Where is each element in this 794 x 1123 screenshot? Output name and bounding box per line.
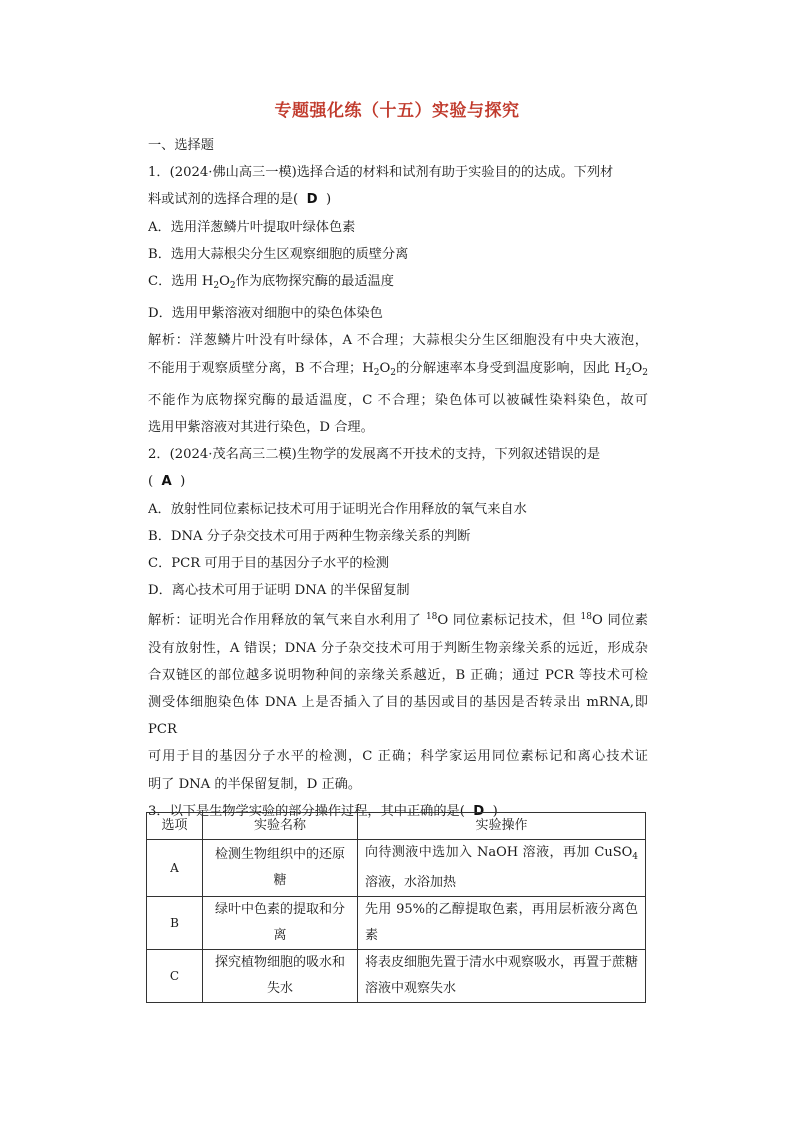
q2-option-d: D．离心技术可用于证明 DNA 的半保留复制 <box>148 583 410 599</box>
row-experiment-name: 绿叶中色素的提取和分离 <box>203 897 358 950</box>
table-row <box>147 950 646 1003</box>
q1-option-d: D．选用甲紫溶液对细胞中的染色体染色 <box>148 306 383 322</box>
q1-explanation-line2: 不能用于观察质壁分离，B 不合理；$H_2O_2$的分解速率本身受到温度影响，因此 $H_2O_2$ <box>148 360 648 378</box>
q2-option-a: A．放射性同位素标记技术可用于证明光合作用释放的氧气来自水 <box>148 501 527 517</box>
section-heading: 一、选择题 <box>148 138 214 153</box>
row-experiment-operation: 向待测液中选加入 NaOH 溶液，再加 CuSO$_4$溶液，水浴加热 <box>358 840 646 897</box>
q2-explanation-line1: 解析：证明光合作用释放的氧气来自水利用了 $^{18}$O 同位素标记技术，但 $^{18}$O 同位素 <box>148 612 648 629</box>
q3-stem: 3．以下是生物学实验的部分操作过程，其中正确的是( D ) <box>148 803 498 819</box>
q1-option-b: B．选用大蒜根尖分生区观察细胞的质壁分离 <box>148 246 409 262</box>
q1-explanation-line1: 解析：洋葱鳞片叶没有叶绿体，A 不合理；大蒜根尖分生区细胞没有中央大液泡， <box>148 333 648 349</box>
q2-option-b: B．DNA 分子杂交技术可用于两种生物亲缘关系的判断 <box>148 528 471 544</box>
q2-explanation-line2: 没有放射性，A 错误；DNA 分子杂交技术可用于判断生物亲缘关系的远近，形成杂 <box>148 640 648 656</box>
q2-explanation-line6: 明了 DNA 的半保留复制，D 正确。 <box>148 776 362 792</box>
question-content <box>148 132 648 825</box>
q2-option-c: C．PCR 可用于目的基因分子水平的检测 <box>148 556 389 572</box>
q2-stem-line1: 2．(2024·茂名高三二模)生物学的发展离不开技术的支持，下列叙述错误的是 <box>148 447 601 463</box>
table-row <box>147 840 646 897</box>
table-row <box>147 897 646 950</box>
row-experiment-name: 检测生物组织中的还原糖 <box>203 840 358 897</box>
q3-answer: D <box>473 803 485 819</box>
header-option: 选项 <box>147 813 203 840</box>
header-experiment-name: 实验名称 <box>203 813 358 840</box>
page-title: 专题强化练（十五）实验与探究 <box>274 101 520 121</box>
q1-answer: D <box>306 192 318 208</box>
header-experiment-operation: 实验操作 <box>358 813 646 840</box>
row-experiment-operation: 将表皮细胞先置于清水中观察吸水，再置于蔗糖溶液中观察失水 <box>358 950 646 1003</box>
table-header-row <box>147 813 646 840</box>
q1-explanation-line4: 选用甲紫溶液对其进行染色，D 合理。 <box>148 420 374 436</box>
q2-answer: A <box>161 474 172 490</box>
q2-explanation-line4: 测受体细胞染色体 DNA 上是否插入了目的基因或目的基因是否转录出 mRNA,即 PCR <box>148 695 648 738</box>
row-option: C <box>147 950 203 1003</box>
row-experiment-operation: 先用 95%的乙醇提取色素，再用层析液分离色素 <box>358 897 646 950</box>
q1-stem-line1: 1．(2024·佛山高三一模)选择合适的材料和试剂有助于实验目的的达成。下列材 <box>148 165 614 181</box>
q2-stem-line2: ( A ) <box>148 474 186 490</box>
row-option: A <box>147 840 203 897</box>
q2-explanation-line3: 合双链区的部位越多说明物种间的亲缘关系越近，B 正确；通过 PCR 等技术可检 <box>148 667 648 683</box>
row-option: B <box>147 897 203 950</box>
q2-explanation-line5: 可用于目的基因分子水平的检测，C 正确；科学家运用同位素标记和离心技术证 <box>148 749 648 765</box>
row-experiment-name: 探究植物细胞的吸水和失水 <box>203 950 358 1003</box>
q1-stem-line2: 料或试剂的选择合理的是( D ) <box>148 192 332 208</box>
q1-option-a: A．选用洋葱鳞片叶提取叶绿体色素 <box>148 219 356 235</box>
q1-option-c: C．选用 $H_2O_2$作为底物探究酶的最适温度 <box>148 274 394 292</box>
q1-explanation-line3: 不能作为底物探究酶的最适温度，C 不合理；染色体可以被碱性染料染色，故可 <box>148 392 648 408</box>
experiment-table <box>146 812 646 1003</box>
